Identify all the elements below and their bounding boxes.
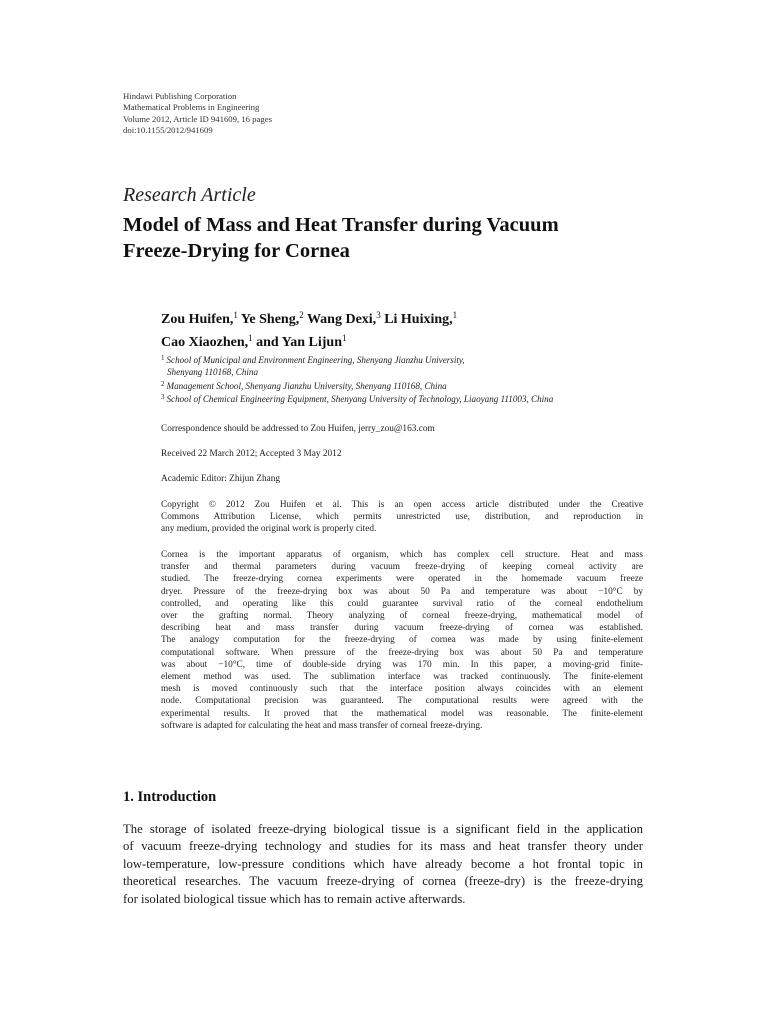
- abstract-line: studied. The freeze-drying cornea experiments were operated in the homemade vacuum freeze: [161, 574, 643, 585]
- author-list: [161, 306, 457, 352]
- affiliation-text: Management School, Shenyang Jianzhu University, Shenyang 110168, China: [166, 380, 447, 391]
- author-line: [161, 329, 457, 352]
- abstract-line: dryer. Pressure of the freeze-drying box was about 50 Pa and temperature was about −10°C by: [161, 586, 643, 597]
- abstract-line: was about −10°C, time of double-side drying was 170 min. In this paper, a moving-grid finite-: [161, 659, 643, 670]
- intro-line: The storage of isolated freeze-drying biological tissue is a significant field in the application: [123, 822, 643, 836]
- abstract-line: over the grafting normal. Theory analyzing of corneal freeze-drying, mathematical model of: [161, 611, 643, 622]
- author-line: [161, 306, 457, 329]
- publisher-line: Hindawi Publishing Corporation: [123, 91, 237, 101]
- correspondence-line: Correspondence should be addressed to Zou Huifen, jerry_zou@163.com: [161, 424, 435, 434]
- copyright-notice: [161, 499, 643, 536]
- abstract-line: controlled, and operating like this could guarantee survival ratio of the corneal endothelium: [161, 598, 643, 609]
- affiliation-item: [161, 392, 553, 406]
- affiliation-label: 1: [161, 354, 165, 362]
- abstract-line: software is adapted for calculating the heat and mass transfer of corneal freeze-drying.: [161, 720, 483, 731]
- abstract-line: transfer and thermal parameters during vacuum freeze-drying of keeping corneal activity are: [161, 562, 643, 573]
- academic-editor-line: Academic Editor: Zhijun Zhang: [161, 474, 281, 484]
- affiliation-label: 3: [161, 393, 165, 402]
- abstract-line: node. Computational precision was guaranteed. The computational results were agreed with the: [161, 696, 643, 707]
- abstract-line: describing heat and mass transfer during vacuum freeze-drying of cornea was established.: [161, 623, 643, 634]
- abstract-line: The analogy computation for the freeze-drying of cornea was made by using finite-element: [161, 635, 643, 646]
- affiliation-text: School of Chemical Engineering Equipment, Shenyang University of Technology, Liaoyang 111003, China: [166, 394, 554, 405]
- author-affil-mark: 2: [299, 310, 304, 320]
- copyright-line: Commons Attribution License, which permits unrestricted use, distribution, and reproduction in: [161, 512, 643, 523]
- intro-line: low-temperature, low-pressure conditions which have already become a hot frontal topic in: [123, 856, 643, 871]
- author-name: and Yan Lijun: [256, 335, 342, 350]
- copyright-line: any medium, provided the original work is properly cited.: [161, 524, 377, 535]
- abstract-line: computational software. When pressure of the freeze-drying box was about 50 Pa and temperature: [161, 647, 643, 658]
- abstract-line: mesh is moved continuously such that the interface position always coincides with an element: [161, 684, 643, 695]
- article-title: [123, 212, 663, 264]
- author-name: Wang Dexi,: [306, 312, 377, 327]
- affiliation-continuation: Shenyang 110168, China: [167, 366, 259, 377]
- intro-line: of vacuum freeze-drying technology and studies for its mass and heat transfer theory under: [123, 839, 643, 854]
- title-line: Model of Mass and Heat Transfer during Vacuum: [123, 214, 559, 236]
- affiliations: [161, 353, 553, 406]
- affiliation-label: 2: [161, 379, 165, 388]
- section-heading: 1. Introduction: [123, 789, 217, 805]
- author-affil-mark: 1: [452, 310, 458, 320]
- author-affil-mark: 1: [248, 333, 253, 343]
- title-line: Freeze-Drying for Cornea: [123, 240, 350, 262]
- abstract-line: experimental results. It proved that the mathematical model was reasonable. The finite-element: [161, 708, 643, 719]
- introduction-body: [123, 821, 643, 908]
- author-name: Ye Sheng,: [240, 312, 300, 327]
- dates-line: Received 22 March 2012; Accepted 3 May 2012: [161, 449, 342, 459]
- affiliation-item: [161, 353, 553, 367]
- abstract-line: Cornea is the important apparatus of organism, which has complex cell structure. Heat and mass: [161, 550, 643, 560]
- copyright-line: Copyright © 2012 Zou Huifen et al. This is an open access article distributed under the Creative: [161, 500, 643, 510]
- abstract: [161, 549, 643, 732]
- volume-line: Volume 2012, Article ID 941609, 16 pages: [123, 113, 272, 124]
- abstract-line: element method was used. The sublimation interface was tracked continuously. The finite-element: [161, 672, 643, 683]
- author-name: Zou Huifen,: [161, 312, 234, 327]
- article-type: Research Article: [123, 184, 256, 206]
- author-affil-mark: 3: [376, 310, 381, 320]
- author-affil-mark: 1: [341, 333, 347, 343]
- author-affil-mark: 1: [233, 310, 238, 320]
- journal-name: Mathematical Problems in Engineering: [123, 102, 260, 113]
- intro-line: theoretical researches. The vacuum freeze-drying of cornea (freeze-dry) is the freeze-drying: [123, 874, 643, 889]
- author-name: Cao Xiaozhen,: [161, 335, 249, 350]
- doi-line: doi:10.1155/2012/941609: [123, 124, 213, 135]
- journal-header: [123, 91, 272, 136]
- intro-line: for isolated biological tissue which has to remain active afterwards.: [123, 891, 466, 906]
- affiliation-item: [161, 379, 553, 393]
- affiliation-text: School of Municipal and Environment Engineering, Shenyang Jianzhu University,: [166, 355, 465, 365]
- author-name: Li Huixing,: [384, 312, 453, 327]
